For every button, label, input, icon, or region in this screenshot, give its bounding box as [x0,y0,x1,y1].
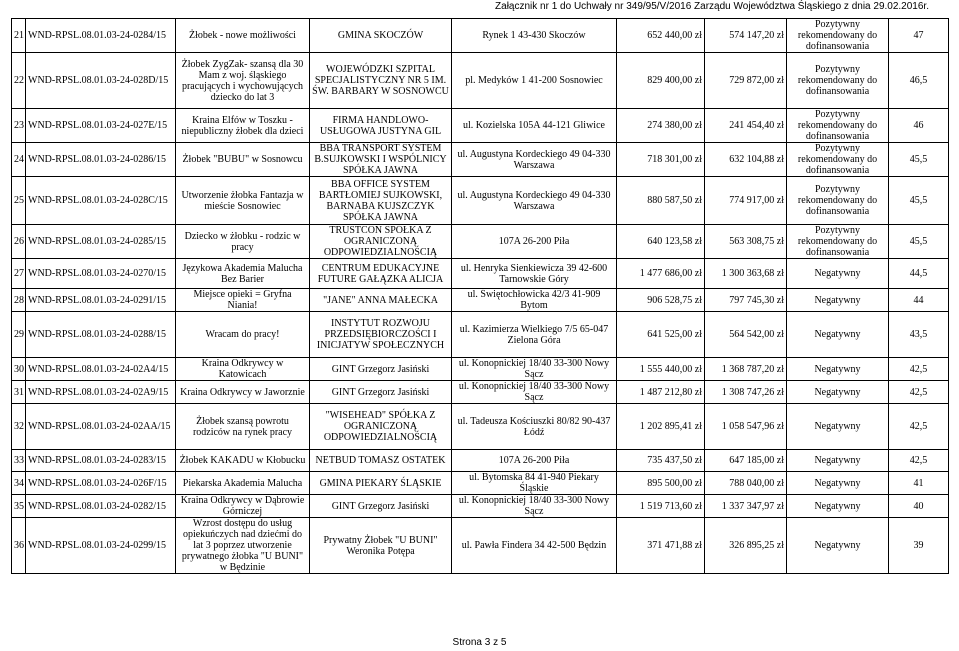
score-points: 44,5 [889,259,949,289]
applicant-name: BBA TRANSPORT SYSTEM B.SUJKOWSKI I WSPÓLNICY SPÓŁKA JAWNA [310,143,452,177]
row-number: 29 [12,312,26,358]
table-row [12,381,949,404]
applicant-address: ul. Henryka Sienkiewicza 39 42-600 Tarnowskie Góry [452,259,617,289]
project-value: 1 555 440,00 zł [617,358,705,381]
row-number: 28 [12,289,26,312]
page-footer: Strona 3 z 5 [452,637,507,648]
application-number: WND-RPSL.08.01.03-24-02A9/15 [26,381,176,404]
applicant-name: TRUSTCON SPÓŁKA Z OGRANICZONĄ ODPOWIEDZIALNOŚCIĄ [310,225,452,259]
co-financing-amount: 1 300 363,68 zł [705,259,787,289]
application-number: WND-RPSL.08.01.03-24-0284/15 [26,19,176,53]
co-financing-amount: 574 147,20 zł [705,19,787,53]
application-number: WND-RPSL.08.01.03-24-0283/15 [26,450,176,472]
evaluation-status: Negatywny [787,259,889,289]
score-points: 46 [889,109,949,143]
table-row [12,259,949,289]
row-number: 24 [12,143,26,177]
applicant-name: GMINA PIEKARY ŚLĄSKIE [310,472,452,495]
project-title: Utworzenie żłobka Fantazja w mieście Sosnowiec [176,177,310,225]
co-financing-amount: 1 058 547,96 zł [705,404,787,450]
score-points: 45,5 [889,143,949,177]
project-value: 829 400,00 zł [617,53,705,109]
project-value: 906 528,75 zł [617,289,705,312]
score-points: 43,5 [889,312,949,358]
co-financing-amount: 564 542,00 zł [705,312,787,358]
applicant-address: ul. Kozielska 105A 44-121 Gliwice [452,109,617,143]
project-title: Żłobek szansą powrotu rodziców na rynek pracy [176,404,310,450]
project-value: 1 477 686,00 zł [617,259,705,289]
project-title: Dziecko w żłobku - rodzic w pracy [176,225,310,259]
evaluation-status: Negatywny [787,358,889,381]
score-points: 44 [889,289,949,312]
project-value: 880 587,50 zł [617,177,705,225]
document-header: Załącznik nr 1 do Uchwały nr 349/95/V/2016 Zarządu Województwa Śląskiego z dnia 29.02.2016r. [495,1,929,12]
project-value: 641 525,00 zł [617,312,705,358]
evaluation-status: Negatywny [787,404,889,450]
score-points: 42,5 [889,381,949,404]
evaluation-status: Negatywny [787,495,889,518]
application-number: WND-RPSL.08.01.03-24-027E/15 [26,109,176,143]
evaluation-status: Pozytywny rekomendowany do dofinansowania [787,143,889,177]
application-number: WND-RPSL.08.01.03-24-0299/15 [26,518,176,574]
co-financing-amount: 729 872,00 zł [705,53,787,109]
table-row [12,450,949,472]
application-number: WND-RPSL.08.01.03-24-028C/15 [26,177,176,225]
applicant-name: "JANE" ANNA MAŁECKA [310,289,452,312]
row-number: 35 [12,495,26,518]
evaluation-status: Negatywny [787,518,889,574]
table-row [12,109,949,143]
score-points: 45,5 [889,177,949,225]
project-value: 1 519 713,60 zł [617,495,705,518]
applicant-name: GMINA SKOCZÓW [310,19,452,53]
row-number: 23 [12,109,26,143]
applicant-address: ul. Konopnickiej 18/40 33-300 Nowy Sącz [452,381,617,404]
applicant-name: "WISEHEAD" SPÓŁKA Z OGRANICZONĄ ODPOWIEDZIALNOŚCIĄ [310,404,452,450]
application-number: WND-RPSL.08.01.03-24-0291/15 [26,289,176,312]
results-table [11,18,949,574]
table-row [12,472,949,495]
applicant-address: Rynek 1 43-430 Skoczów [452,19,617,53]
row-number: 36 [12,518,26,574]
row-number: 30 [12,358,26,381]
co-financing-amount: 1 337 347,97 zł [705,495,787,518]
applicant-address: ul. Tadeusza Kościuszki 80/82 90-437 Łódź [452,404,617,450]
co-financing-amount: 788 040,00 zł [705,472,787,495]
application-number: WND-RPSL.08.01.03-24-0286/15 [26,143,176,177]
application-number: WND-RPSL.08.01.03-24-026F/15 [26,472,176,495]
table-row [12,404,949,450]
applicant-name: GINT Grzegorz Jasiński [310,381,452,404]
applicant-address: 107A 26-200 Piła [452,225,617,259]
table-row [12,53,949,109]
project-value: 895 500,00 zł [617,472,705,495]
applicant-address: ul. Augustyna Kordeckiego 49 04-330 Warszawa [452,177,617,225]
row-number: 27 [12,259,26,289]
project-value: 640 123,58 zł [617,225,705,259]
table-row [12,495,949,518]
table-row [12,312,949,358]
score-points: 47 [889,19,949,53]
row-number: 32 [12,404,26,450]
score-points: 39 [889,518,949,574]
project-title: Wracam do pracy! [176,312,310,358]
evaluation-status: Negatywny [787,450,889,472]
applicant-name: GINT Grzegorz Jasiński [310,358,452,381]
project-value: 1 202 895,41 zł [617,404,705,450]
score-points: 42,5 [889,404,949,450]
application-number: WND-RPSL.08.01.03-24-028D/15 [26,53,176,109]
project-value: 371 471,88 zł [617,518,705,574]
applicant-address: ul. Konopnickiej 18/40 33-300 Nowy Sącz [452,358,617,381]
project-value: 274 380,00 zł [617,109,705,143]
applicant-name: INSTYTUT ROZWOJU PRZEDSIĘBIORCZOŚCI I INICJATYW SPOŁECZNYCH [310,312,452,358]
applicant-address: ul. Pawła Findera 34 42-500 Będzin [452,518,617,574]
evaluation-status: Negatywny [787,381,889,404]
evaluation-status: Pozytywny rekomendowany do dofinansowania [787,225,889,259]
row-number: 34 [12,472,26,495]
project-title: Kraina Odkrywcy w Katowicach [176,358,310,381]
applicant-address: ul. Augustyna Kordeckiego 49 04-330 Warszawa [452,143,617,177]
co-financing-amount: 1 368 787,20 zł [705,358,787,381]
table-row [12,225,949,259]
applicant-address: 107A 26-200 Piła [452,450,617,472]
evaluation-status: Negatywny [787,289,889,312]
row-number: 33 [12,450,26,472]
applicant-address: ul. Kazimierza Wielkiego 7/5 65-047 Zielona Góra [452,312,617,358]
co-financing-amount: 632 104,88 zł [705,143,787,177]
project-title: Wzrost dostępu do usług opiekuńczych nad dziećmi do lat 3 poprzez utworzenie prywatnego żłobka "U BUNI" w Będzinie [176,518,310,574]
project-title: Żłobek ZygZak- szansą dla 30 Mam z woj. śląskiego pracujących i wychowujących dziecko do lat 3 [176,53,310,109]
co-financing-amount: 797 745,30 zł [705,289,787,312]
project-title: Kraina Odkrywcy w Jaworznie [176,381,310,404]
project-title: Kraina Elfów w Toszku - niepubliczny żłobek dla dzieci [176,109,310,143]
project-title: Językowa Akademia Malucha Bez Barier [176,259,310,289]
score-points: 42,5 [889,450,949,472]
table-row [12,177,949,225]
applicant-name: BBA OFFICE SYSTEM BARTŁOMIEJ SUJKOWSKI, BARNABA KUJSZCZYK SPÓŁKA JAWNA [310,177,452,225]
application-number: WND-RPSL.08.01.03-24-0285/15 [26,225,176,259]
project-value: 1 487 212,80 zł [617,381,705,404]
applicant-address: ul. Świętochłowicka 42/3 41-909 Bytom [452,289,617,312]
applicant-address: pl. Medyków 1 41-200 Sosnowiec [452,53,617,109]
evaluation-status: Negatywny [787,472,889,495]
co-financing-amount: 1 308 747,26 zł [705,381,787,404]
applicant-name: FIRMA HANDLOWO-USŁUGOWA JUSTYNA GIL [310,109,452,143]
application-number: WND-RPSL.08.01.03-24-0282/15 [26,495,176,518]
project-title: Żłobek - nowe możliwości [176,19,310,53]
application-number: WND-RPSL.08.01.03-24-0270/15 [26,259,176,289]
score-points: 42,5 [889,358,949,381]
project-value: 735 437,50 zł [617,450,705,472]
applicant-address: ul. Konopnickiej 18/40 33-300 Nowy Sącz [452,495,617,518]
applicant-name: Prywatny Żłobek "U BUNI" Weronika Potępa [310,518,452,574]
evaluation-status: Pozytywny rekomendowany do dofinansowania [787,19,889,53]
project-title: Kraina Odkrywcy w Dąbrowie Górniczej [176,495,310,518]
table-row [12,518,949,574]
project-value: 652 440,00 zł [617,19,705,53]
co-financing-amount: 563 308,75 zł [705,225,787,259]
table-row [12,19,949,53]
table-row [12,358,949,381]
co-financing-amount: 326 895,25 zł [705,518,787,574]
applicant-name: GINT Grzegorz Jasiński [310,495,452,518]
project-value: 718 301,00 zł [617,143,705,177]
application-number: WND-RPSL.08.01.03-24-0288/15 [26,312,176,358]
project-title: Żłobek "BUBU" w Sosnowcu [176,143,310,177]
row-number: 22 [12,53,26,109]
table-row [12,289,949,312]
applicant-name: NETBUD TOMASZ OSTATEK [310,450,452,472]
co-financing-amount: 774 917,00 zł [705,177,787,225]
applicant-address: ul. Bytomska 84 41-940 Piekary Śląskie [452,472,617,495]
row-number: 21 [12,19,26,53]
project-title: Żłobek KAKADU w Kłobucku [176,450,310,472]
co-financing-amount: 241 454,40 zł [705,109,787,143]
evaluation-status: Pozytywny rekomendowany do dofinansowania [787,109,889,143]
score-points: 45,5 [889,225,949,259]
row-number: 26 [12,225,26,259]
application-number: WND-RPSL.08.01.03-24-02AA/15 [26,404,176,450]
applicant-name: WOJEWÓDZKI SZPITAL SPECJALISTYCZNY NR 5 IM. ŚW. BARBARY W SOSNOWCU [310,53,452,109]
evaluation-status: Negatywny [787,312,889,358]
row-number: 25 [12,177,26,225]
application-number: WND-RPSL.08.01.03-24-02A4/15 [26,358,176,381]
evaluation-status: Pozytywny rekomendowany do dofinansowania [787,177,889,225]
co-financing-amount: 647 185,00 zł [705,450,787,472]
row-number: 31 [12,381,26,404]
project-title: Miejsce opieki = Gryfna Niania! [176,289,310,312]
score-points: 40 [889,495,949,518]
table-row [12,143,949,177]
score-points: 46,5 [889,53,949,109]
applicant-name: CENTRUM EDUKACYJNE FUTURE GAŁĄZKA ALICJA [310,259,452,289]
score-points: 41 [889,472,949,495]
evaluation-status: Pozytywny rekomendowany do dofinansowania [787,53,889,109]
project-title: Piekarska Akademia Malucha [176,472,310,495]
